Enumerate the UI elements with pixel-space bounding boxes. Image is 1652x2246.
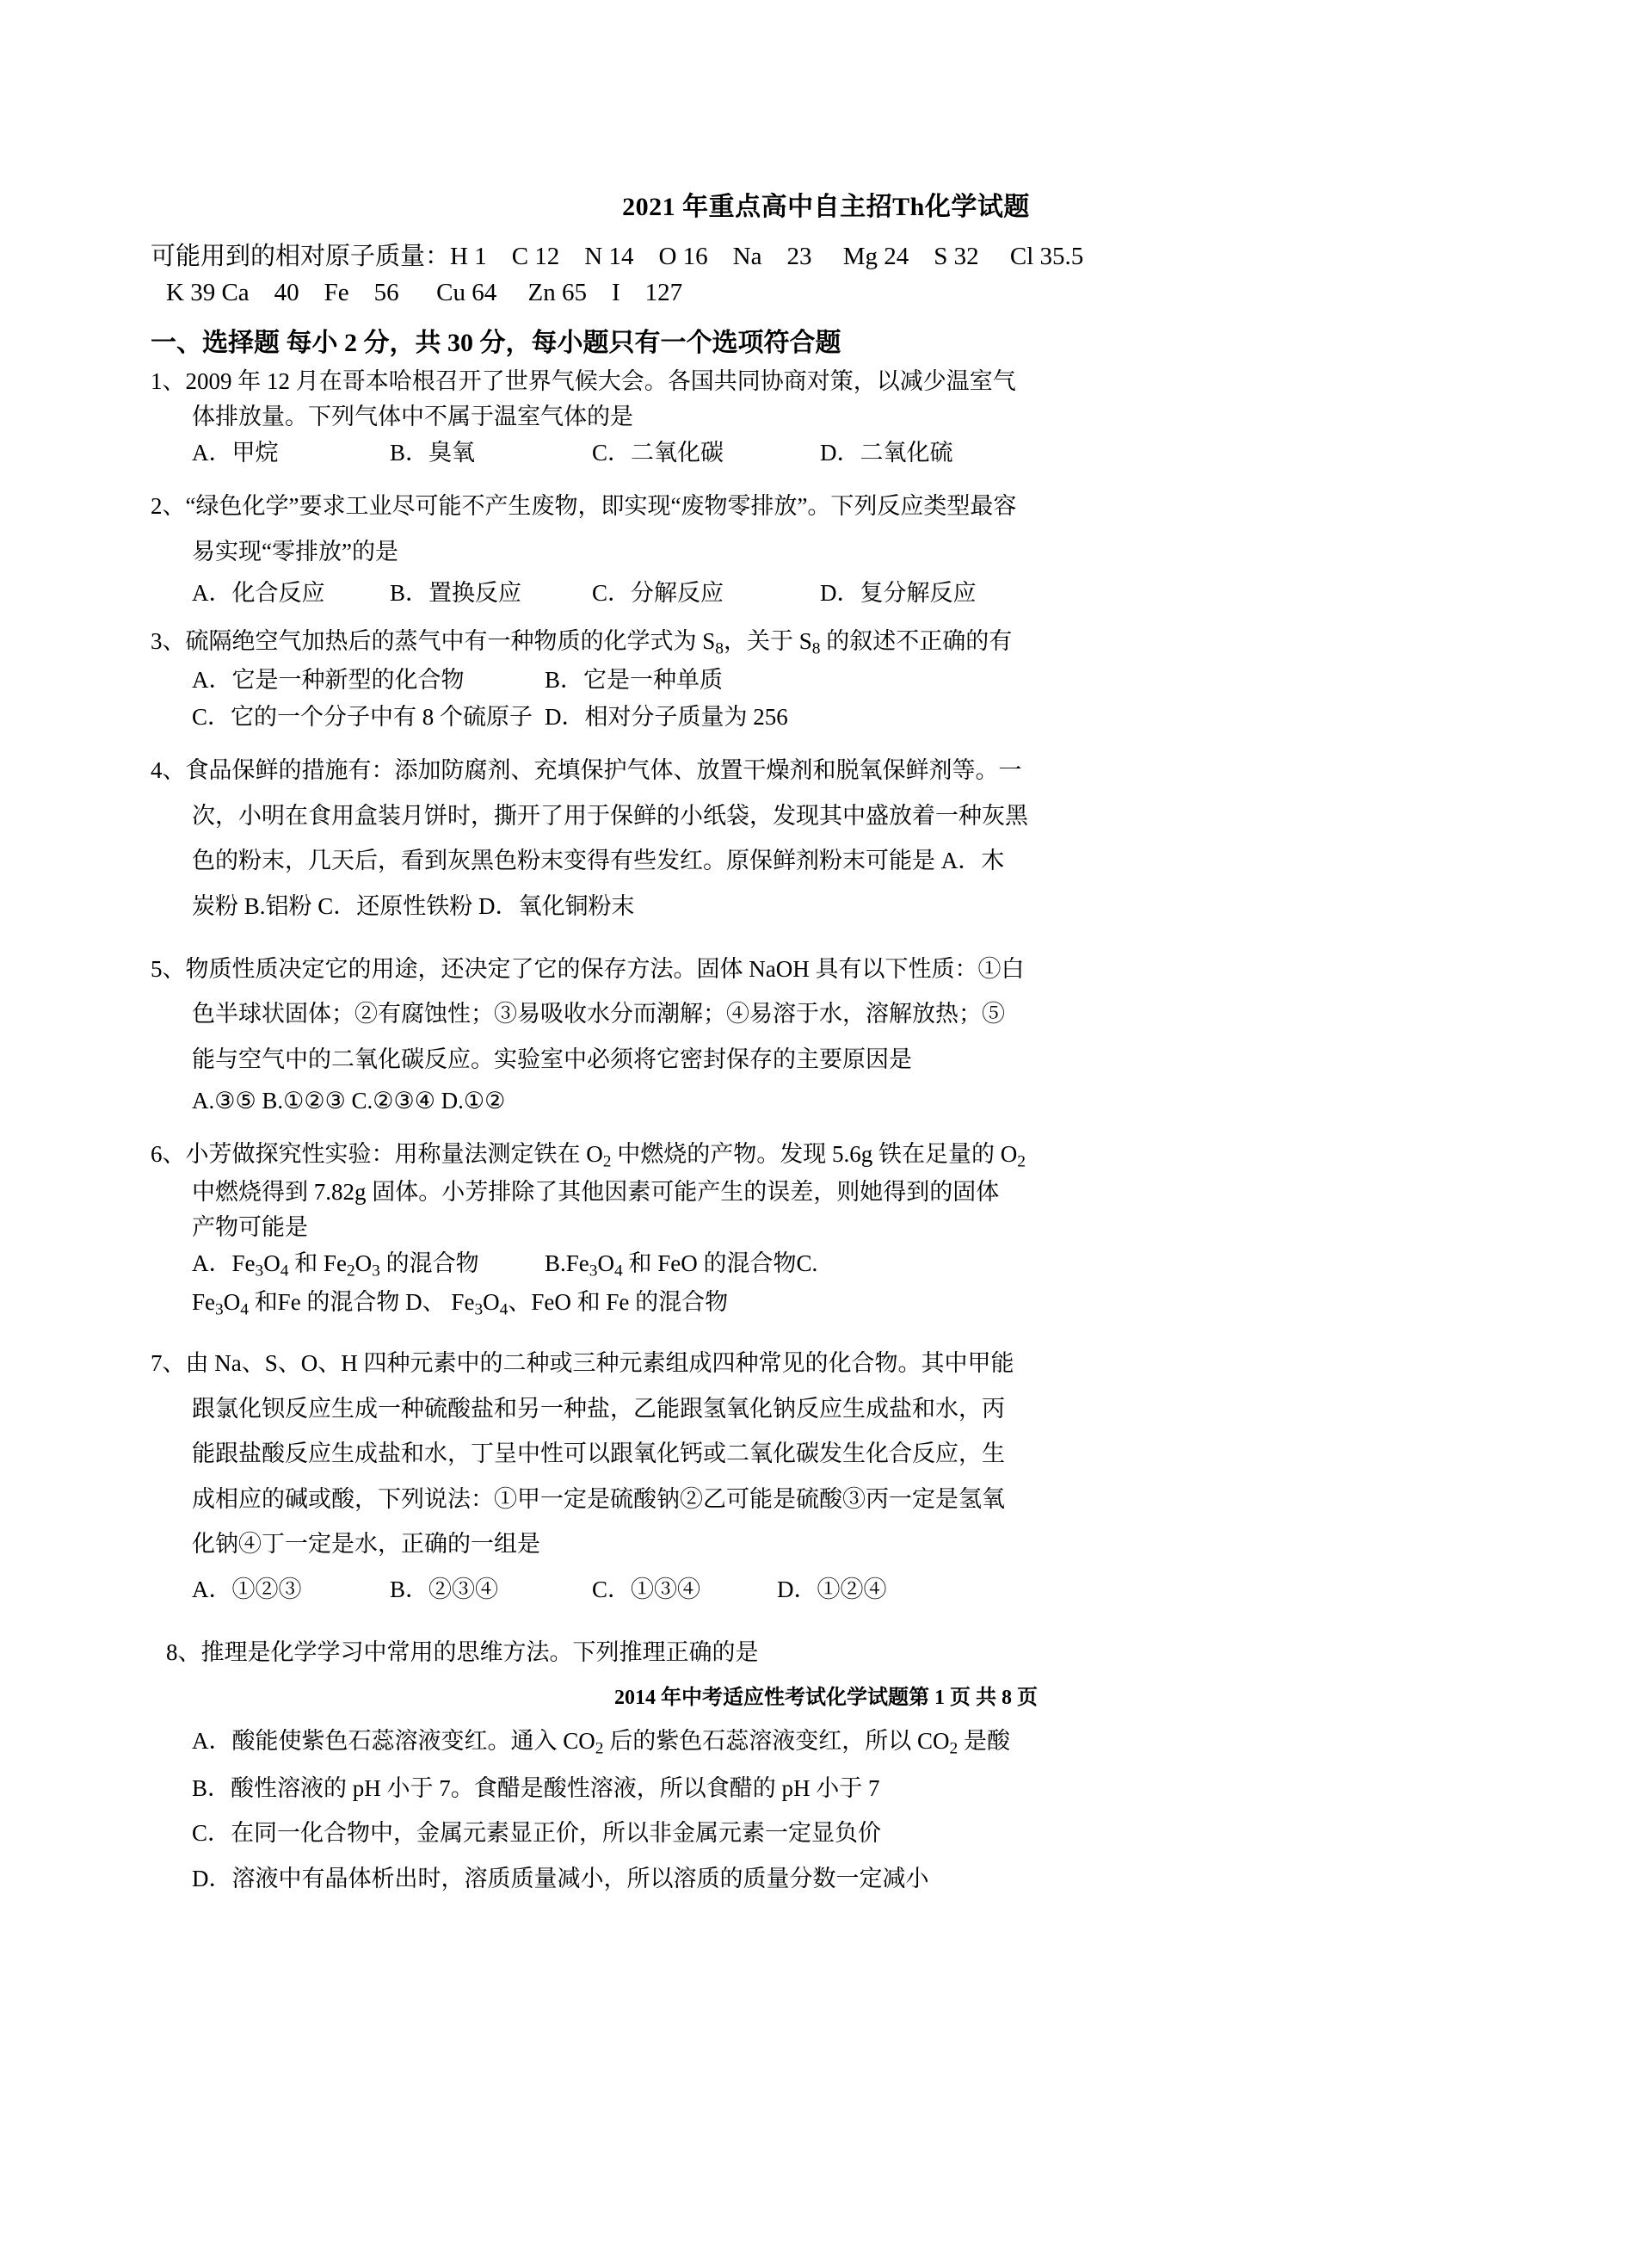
question-2-option-d[interactable]: D．复分解反应 [820, 579, 977, 606]
question-3-stem: 3、硫隔绝空气加热后的蒸气中有一种物质的化学式为 $S_8$，关于 $S_8$ 的叙述不正确的有 [151, 627, 1013, 658]
question-6-option-a[interactable]: A．$Fe_3O_4$ 和 $Fe_2O_3$ 的混合物 [192, 1249, 479, 1280]
question-7-line-1: 7、由 Na、S、O、H 四种元素中的二种或三种元素组成四种常见的化合物。其中甲能 [151, 1349, 1014, 1376]
question-3-options-row-1 [151, 662, 1501, 699]
question-4-line-3: 色的粉末，几天后，看到灰黑色粉末变得有些发红。原保鲜剂粉末可能是 A．木 [192, 848, 1005, 874]
question-6-line-2: 中燃烧得到 7.82g 固体。小芳排除了其他因素可能产生的误差，则她得到的固体 [192, 1178, 1000, 1205]
question-6-option-b[interactable]: $B.Fe_3O_4$ 和 FeO 的混合物C. [545, 1249, 818, 1280]
question-1-stem-line-2: 体排放量。下列气体中不属于温室气体的是 [192, 404, 633, 430]
question-7 [151, 1341, 1501, 1613]
question-1-stem-line-1: 1、2009 年 12 月在哥本哈根召开了世界气候大会。各国共同协商对策，以减少温室气 [151, 368, 1016, 395]
question-3-options-row-2 [151, 699, 1501, 736]
question-7-option-d[interactable]: D．①②④ [777, 1577, 887, 1603]
question-3-option-d[interactable]: D．相对分子质量为 256 [545, 703, 788, 730]
atomic-mass-line-1: 可能用到的相对原子质量：H 1 C 12 N 14 O 16 Na 23 Mg 24 S 32 Cl 35.5 [151, 243, 1084, 270]
question-5-line-2: 色半球状固体；②有腐蚀性；③易吸收水分而潮解；④易溶于水，溶解放热；⑤ [192, 1001, 1005, 1027]
question-5 [151, 947, 1501, 1120]
question-6-options-row-1 [151, 1245, 1501, 1285]
question-2-stem-line-2: 易实现“零排放”的是 [192, 538, 398, 565]
question-3 [151, 624, 1501, 736]
question-7-line-4: 成相应的碱或酸，下列说法：①甲一定是硫酸钠②乙可能是硫酸③丙一定是氢氧 [192, 1485, 1005, 1512]
question-8-stem: 8、推理是化学学习中常用的思维方法。下列推理正确的是 [166, 1638, 759, 1665]
question-8-option-d[interactable]: D．溶液中有晶体析出时，溶质质量减小，所以溶质的质量分数一定减小 [192, 1866, 929, 1892]
question-2-option-b[interactable]: B．置换反应 [390, 579, 522, 606]
question-1-option-d[interactable]: D．二氧化硫 [820, 440, 953, 466]
question-4-line-2: 次，小明在食用盒装月饼时，撕开了用于保鲜的小纸袋，发现其中盛放着一种灰黑 [192, 802, 1028, 829]
question-8-option-b[interactable]: B．酸性溶液的 pH 小于 7。食醋是酸性溶液，所以食醋的 pH 小于 7 [192, 1774, 880, 1801]
question-6-line-1: 6、小芳做探究性实验：用称量法测定铁在 $O_2$ 中燃烧的产物。发现 5.6g 铁在足量的 $O_2$ [151, 1140, 1026, 1171]
question-6-line-3: 产物可能是 [192, 1213, 308, 1240]
question-2-stem-line-1: 2、“绿色化学”要求工业尽可能不产生废物，即实现“废物零排放”。下列反应类型最容 [151, 493, 1017, 520]
question-8 [151, 1630, 1501, 1675]
question-7-options [151, 1567, 1501, 1613]
question-5-line-1: 5、物质性质决定它的用途，还决定了它的保存方法。固体 NaOH 具有以下性质：①白 [151, 955, 1025, 982]
question-7-line-2: 跟氯化钡反应生成一种硫酸盐和另一种盐，乙能跟氢氧化钠反应生成盐和水，丙 [192, 1395, 1005, 1422]
question-8-option-a[interactable]: A．酸能使紫色石蕊溶液变红。通入 $CO_2$ 后的紫色石蕊溶液变红，所以 $CO_2$ 是酸 [192, 1728, 1010, 1758]
question-3-option-b[interactable]: B．它是一种单质 [545, 666, 724, 693]
question-1-option-b[interactable]: B．臭氧 [390, 440, 476, 466]
question-1-options [151, 435, 1501, 472]
question-8-options [151, 1718, 1501, 1901]
question-3-option-c[interactable]: C．它的一个分子中有 8 个硫原子 [192, 703, 533, 730]
question-3-option-a[interactable]: A．它是一种新型的化合物 [192, 666, 465, 693]
question-7-option-a[interactable]: A．①②③ [192, 1577, 302, 1603]
question-8-option-c[interactable]: C．在同一化合物中，金属元素显正价，所以非金属元素一定显负价 [192, 1820, 882, 1847]
question-6-options-row-2[interactable]: $Fe_3O_4$ 和Fe 的混合物 D、 $Fe_3O_4$、FeO 和 Fe 的混合物 [192, 1289, 729, 1319]
section-heading: 一、选择题 每小 2 分，共 30 分，每小题只有一个选项符合题 [151, 329, 841, 358]
question-5-line-3: 能与空气中的二氧化碳反应。实验室中必须将它密封保存的主要原因是 [192, 1046, 912, 1072]
atomic-mass-line-2: K 39 Ca 40 Fe 56 Cu 64 Zn 65 I 127 [166, 279, 683, 307]
question-1 [151, 364, 1501, 472]
question-7-line-5: 化钠④丁一定是水，正确的一组是 [192, 1531, 540, 1558]
page-title: 2021 年重点高中自主招Th化学试题 [622, 193, 1030, 221]
question-1-option-c[interactable]: C．二氧化碳 [592, 440, 724, 466]
question-5-options[interactable]: A.③⑤ B.①②③ C.②③④ D.①② [192, 1087, 506, 1114]
question-2-option-c[interactable]: C．分解反应 [592, 579, 724, 606]
question-2-option-a[interactable]: A．化合反应 [192, 579, 325, 606]
question-4-line-1: 4、食品保鲜的措施有：添加防腐剂、充填保护气体、放置干燥剂和脱氧保鲜剂等。一 [151, 757, 1022, 784]
question-7-option-b[interactable]: B．②③④ [390, 1577, 499, 1603]
question-1-option-a[interactable]: A．甲烷 [192, 440, 279, 466]
question-7-option-c[interactable]: C．①③④ [592, 1577, 701, 1603]
question-2 [151, 484, 1501, 611]
page-footer-note: 2014 年中考适应性考试化学试题第 1 页 共 8 页 [614, 1687, 1038, 1710]
question-4-line-4: 炭粉 B.铝粉 C．还原性铁粉 D．氧化铜粉末 [192, 893, 635, 920]
question-6 [151, 1137, 1501, 1324]
question-2-options [151, 575, 1501, 612]
question-4 [151, 748, 1501, 929]
question-7-line-3: 能跟盐酸反应生成盐和水，丁呈中性可以跟氧化钙或二氧化碳发生化合反应，生 [192, 1441, 1005, 1467]
